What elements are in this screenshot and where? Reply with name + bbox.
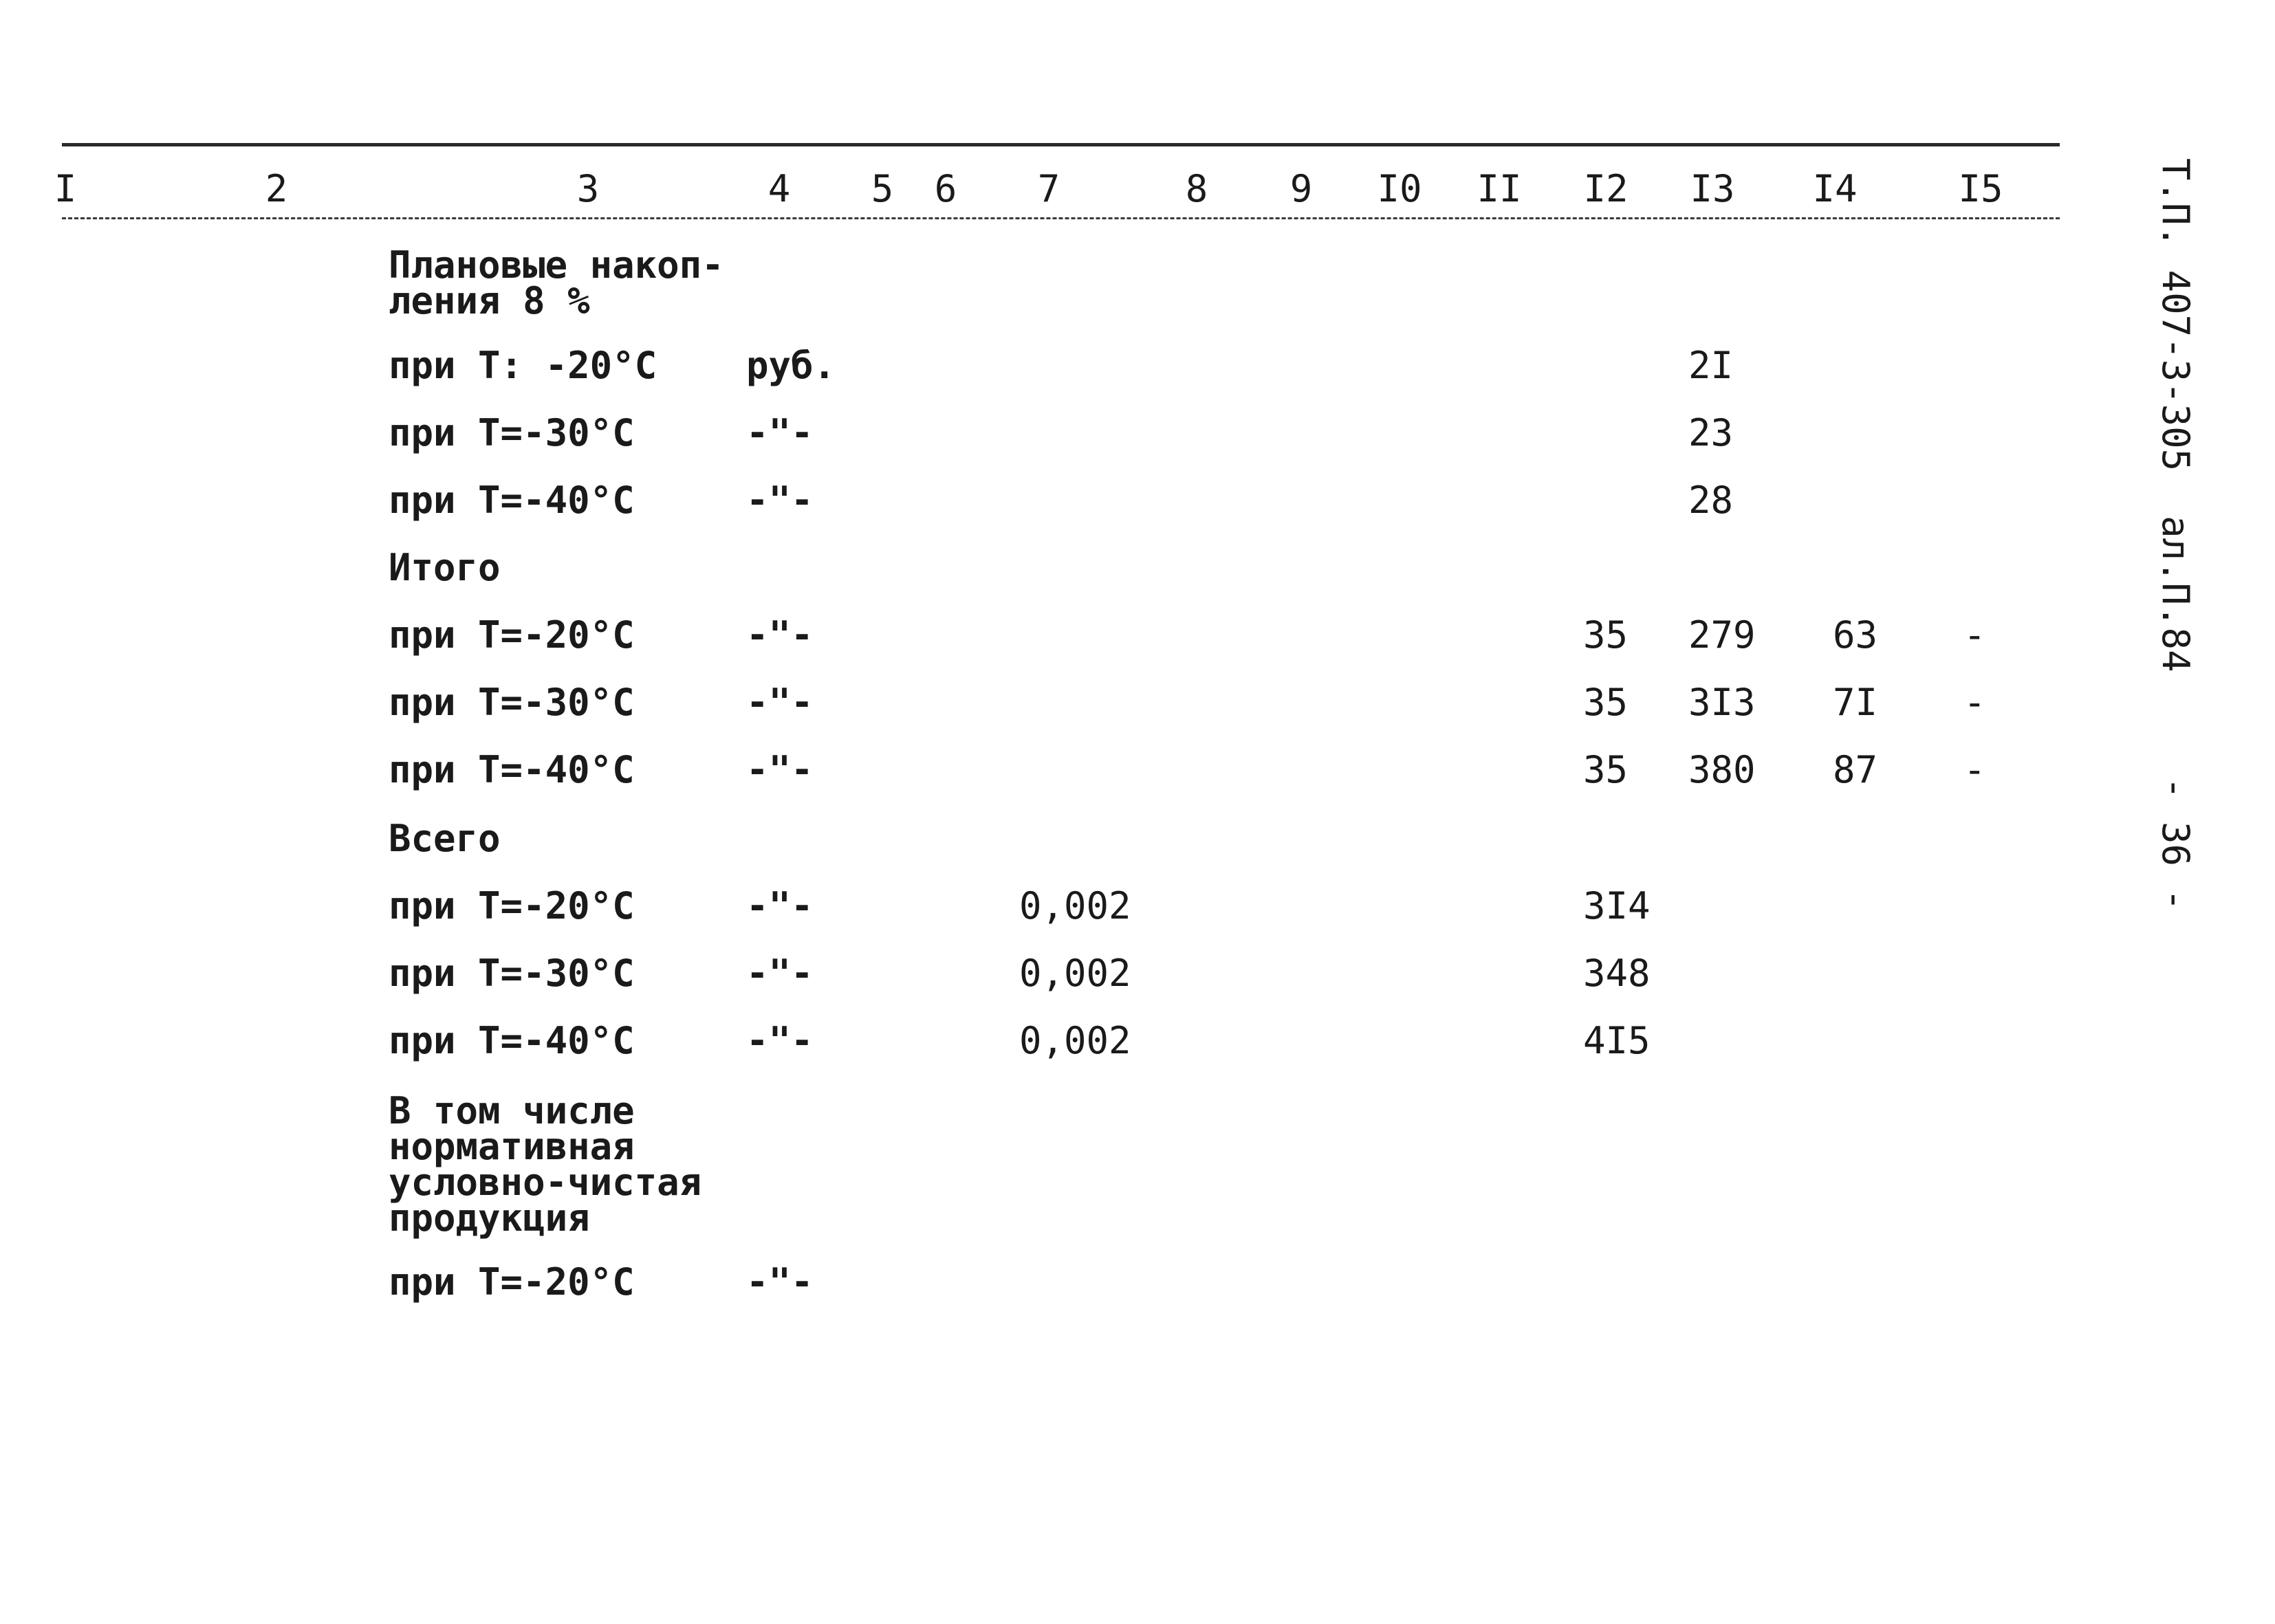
col-header-3: 3 — [576, 167, 600, 210]
row-col12: 35 — [1583, 613, 1629, 657]
doc-ref: Т.П. 407-3-305 — [2154, 158, 2197, 472]
row-label: при Т=-30°С — [389, 952, 635, 995]
side-margin — [2104, 158, 2201, 949]
row-unit: -"- — [746, 411, 814, 454]
section-title-normative-net-output: В том числе нормативная условно-чистая продукция — [389, 1089, 702, 1240]
row-unit: -"- — [746, 681, 814, 724]
row-label: при Т=-40°С — [389, 1019, 635, 1062]
row-col13: 3I3 — [1688, 681, 1756, 724]
col-header-2: 2 — [265, 167, 288, 210]
col-header-11: II — [1477, 167, 1522, 210]
row-col14: 63 — [1833, 613, 1878, 657]
row-col15: - — [1963, 681, 1986, 724]
row-label: при Т=-20°С — [389, 1260, 635, 1304]
row-label: при Т=-40°С — [389, 748, 635, 791]
row-unit: -"- — [746, 952, 814, 995]
row-col14: 7I — [1833, 681, 1878, 724]
header-bottom-rule — [62, 217, 2060, 219]
col-header-7: 7 — [1037, 167, 1060, 210]
col-header-9: 9 — [1289, 167, 1313, 210]
row-label: при Т=-20°С — [389, 613, 635, 657]
section-title-total: Всего — [389, 817, 501, 860]
row-col14: 87 — [1833, 748, 1878, 791]
row-col12: 35 — [1583, 681, 1629, 724]
col-header-4: 4 — [768, 167, 791, 210]
row-col12: 4I5 — [1583, 1019, 1651, 1062]
row-unit: -"- — [746, 748, 814, 791]
row-col13: 279 — [1688, 613, 1756, 657]
section-title-subtotal: Итого — [389, 546, 501, 589]
row-col7: 0,002 — [1019, 952, 1131, 995]
page-number: - 36 - — [2154, 777, 2197, 912]
col-header-13: I3 — [1690, 167, 1735, 210]
col-header-1: I — [54, 167, 77, 210]
row-unit: -"- — [746, 1019, 814, 1062]
row-col13: 28 — [1688, 479, 1734, 522]
row-col15: - — [1963, 748, 1986, 791]
row-unit: -"- — [746, 884, 814, 928]
col-header-15: I5 — [1958, 167, 2003, 210]
col-header-5: 5 — [871, 167, 894, 210]
row-col12: 3I4 — [1583, 884, 1651, 928]
col-header-12: I2 — [1583, 167, 1629, 210]
col-header-6: 6 — [934, 167, 957, 210]
row-col7: 0,002 — [1019, 1019, 1131, 1062]
top-rule — [62, 143, 2060, 146]
row-col12: 348 — [1583, 952, 1651, 995]
section-title-planned-savings: Плановые накоп- ления 8 % — [389, 243, 724, 322]
row-label: при Т: -20°С — [389, 344, 657, 387]
album-ref: ал.П.84 — [2154, 516, 2197, 672]
row-col13: 2I — [1688, 344, 1734, 387]
row-label: при Т=-30°С — [389, 681, 635, 724]
row-unit: -"- — [746, 613, 814, 657]
row-col13: 23 — [1688, 411, 1734, 454]
row-col15: - — [1963, 613, 1986, 657]
col-header-10: I0 — [1377, 167, 1422, 210]
row-col7: 0,002 — [1019, 884, 1131, 928]
row-label: при Т=-40°С — [389, 479, 635, 522]
row-unit: руб. — [746, 344, 836, 387]
row-col12: 35 — [1583, 748, 1629, 791]
col-header-8: 8 — [1185, 167, 1208, 210]
row-label: при Т=-20°С — [389, 884, 635, 928]
row-unit: -"- — [746, 479, 814, 522]
row-label: при Т=-30°С — [389, 411, 635, 454]
row-col13: 380 — [1688, 748, 1756, 791]
col-header-14: I4 — [1812, 167, 1858, 210]
row-unit: -"- — [746, 1260, 814, 1304]
